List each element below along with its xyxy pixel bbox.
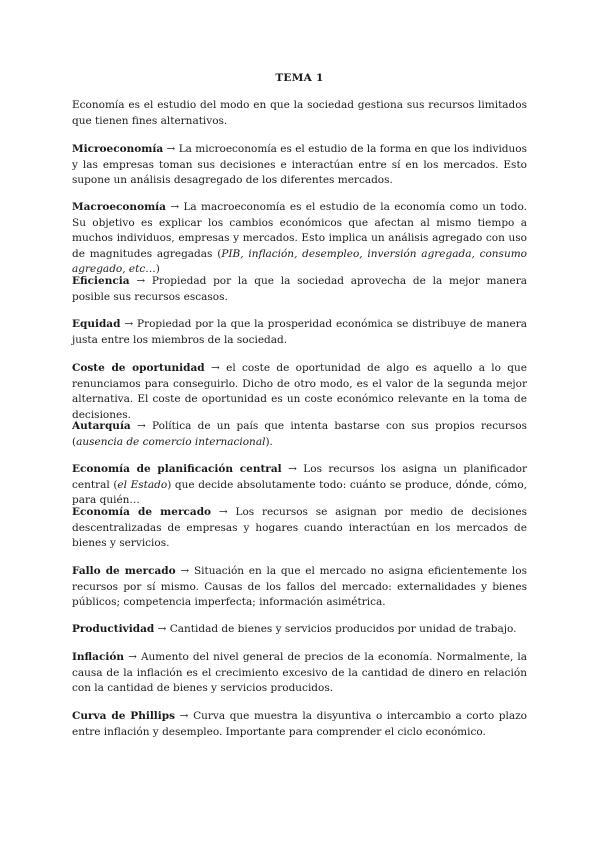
definition-tail: ). bbox=[265, 435, 273, 448]
definition-text: Los recursos se asignan por medio de decisiones descentralizadas de empresas y hogares cuando interactúan en los mercados de bienes y servicios. bbox=[72, 506, 527, 550]
term-label: Macroeconomía bbox=[72, 201, 166, 213]
definition-macroeconomia bbox=[72, 200, 527, 278]
term-label: Economía de mercado bbox=[72, 506, 212, 518]
term-label: Autarquía bbox=[72, 420, 131, 432]
definition-text: La microeconomía es el estudio de la forma en que los individuos y las empresas toman sus decisiones e interactúan entre sí en los mercados. Esto supone un análisis desagregado de los diferentes mercados. bbox=[72, 143, 528, 187]
term-label: Equidad bbox=[72, 318, 121, 330]
definition-text: Cantidad de bienes y servicios producidos por unidad de trabajo. bbox=[169, 623, 517, 635]
definition-italic: el Estado bbox=[117, 478, 168, 491]
arrow-icon: → bbox=[157, 623, 167, 635]
definition-text: La macroeconomía es el estudio de la economía como un todo. Su objetivo es explicar los cambios económicos que afectan al mismo tiempo a muchos individuos, empresas y mercados. Esto implica un análisis agregado con uso de magnitudes agregadas ( bbox=[72, 201, 527, 260]
definition-curva-phillips bbox=[72, 709, 527, 740]
arrow-icon: → bbox=[136, 275, 146, 287]
arrow-icon: → bbox=[166, 143, 176, 155]
definition-text: el coste de oportunidad de algo es aquello a lo que renunciamos para conseguirlo. Dicho de otro modo, es el valor de la segunda mejor alternativa. El coste de oportunidad es un coste económico relevante en la toma de decisiones. bbox=[72, 362, 527, 421]
intro-paragraph: Economía es el estudio del modo en que la sociedad gestiona sus recursos limitados que tienen fines alternativos. bbox=[72, 99, 527, 127]
definition-autarquia bbox=[72, 419, 527, 450]
definition-text: Los recursos los asigna un planificador central ( bbox=[72, 463, 528, 491]
definition-inflacion bbox=[72, 650, 527, 697]
term-label: Coste de oportunidad bbox=[72, 362, 205, 374]
term-label: Inflación bbox=[72, 651, 125, 663]
definition-italic: PIB, inflación, desempleo, inversión agregada, consumo agregado, etc… bbox=[72, 247, 527, 276]
arrow-icon: → bbox=[288, 463, 297, 475]
arrow-icon: → bbox=[170, 201, 180, 213]
arrow-icon: → bbox=[210, 362, 220, 374]
arrow-icon: → bbox=[218, 506, 228, 518]
definition-coste-oportunidad bbox=[72, 361, 527, 423]
term-label: Microeconomía bbox=[72, 143, 164, 155]
term-label: Fallo de mercado bbox=[72, 565, 176, 577]
definition-text: Aumento del nivel general de precios de la economía. Normalmente, la causa de la inflación es el crecimiento excesivo de la cantidad de dinero en relación con la cantidad de bienes y servicios producidos. bbox=[72, 651, 527, 695]
arrow-icon: → bbox=[128, 651, 137, 663]
definition-text: Curva que muestra la disyuntiva o intercambio a corto plazo entre inflación y desempleo. Importante para comprender el ciclo económico. bbox=[72, 710, 527, 738]
definition-fallo-mercado bbox=[72, 564, 527, 611]
term-label: Productividad bbox=[72, 623, 155, 635]
definition-productividad bbox=[72, 622, 527, 638]
arrow-icon: → bbox=[179, 710, 189, 722]
term-label: Eficiencia bbox=[72, 275, 130, 287]
definition-text: Propiedad por la que la sociedad aprovecha de la mejor manera posible sus recursos escasos. bbox=[72, 275, 528, 303]
definition-tail: ) bbox=[155, 263, 160, 276]
definition-microeconomia bbox=[72, 142, 527, 189]
term-label: Economía de planificación central bbox=[72, 463, 282, 475]
page-title: TEMA 1 bbox=[275, 72, 324, 84]
definition-text: Política de un país que intenta bastarse con sus propios recursos ( bbox=[72, 420, 527, 448]
definition-eficiencia bbox=[72, 274, 527, 305]
arrow-icon: → bbox=[124, 318, 134, 330]
definition-text: Situación en la que el mercado no asigna eficientemente los recursos por sí mismo. Causas de los fallos del mercado: externalidades y bienes públicos; competencia imperfecta; información asimétrica. bbox=[72, 565, 527, 609]
definition-economia-mercado bbox=[72, 505, 527, 552]
definition-planificacion-central bbox=[72, 462, 527, 509]
definition-equidad bbox=[72, 317, 527, 348]
term-label: Curva de Phillips bbox=[72, 710, 176, 722]
definition-text: Propiedad por la que la prosperidad económica se distribuye de manera justa entre los miembros de la sociedad. bbox=[72, 318, 528, 346]
definition-italic: ausencia de comercio internacional bbox=[76, 435, 266, 448]
arrow-icon: → bbox=[180, 565, 190, 577]
definition-tail: ) que decide absolutamente todo: cuánto se produce, dónde, cómo, para quién… bbox=[72, 478, 527, 507]
arrow-icon: → bbox=[136, 420, 146, 432]
